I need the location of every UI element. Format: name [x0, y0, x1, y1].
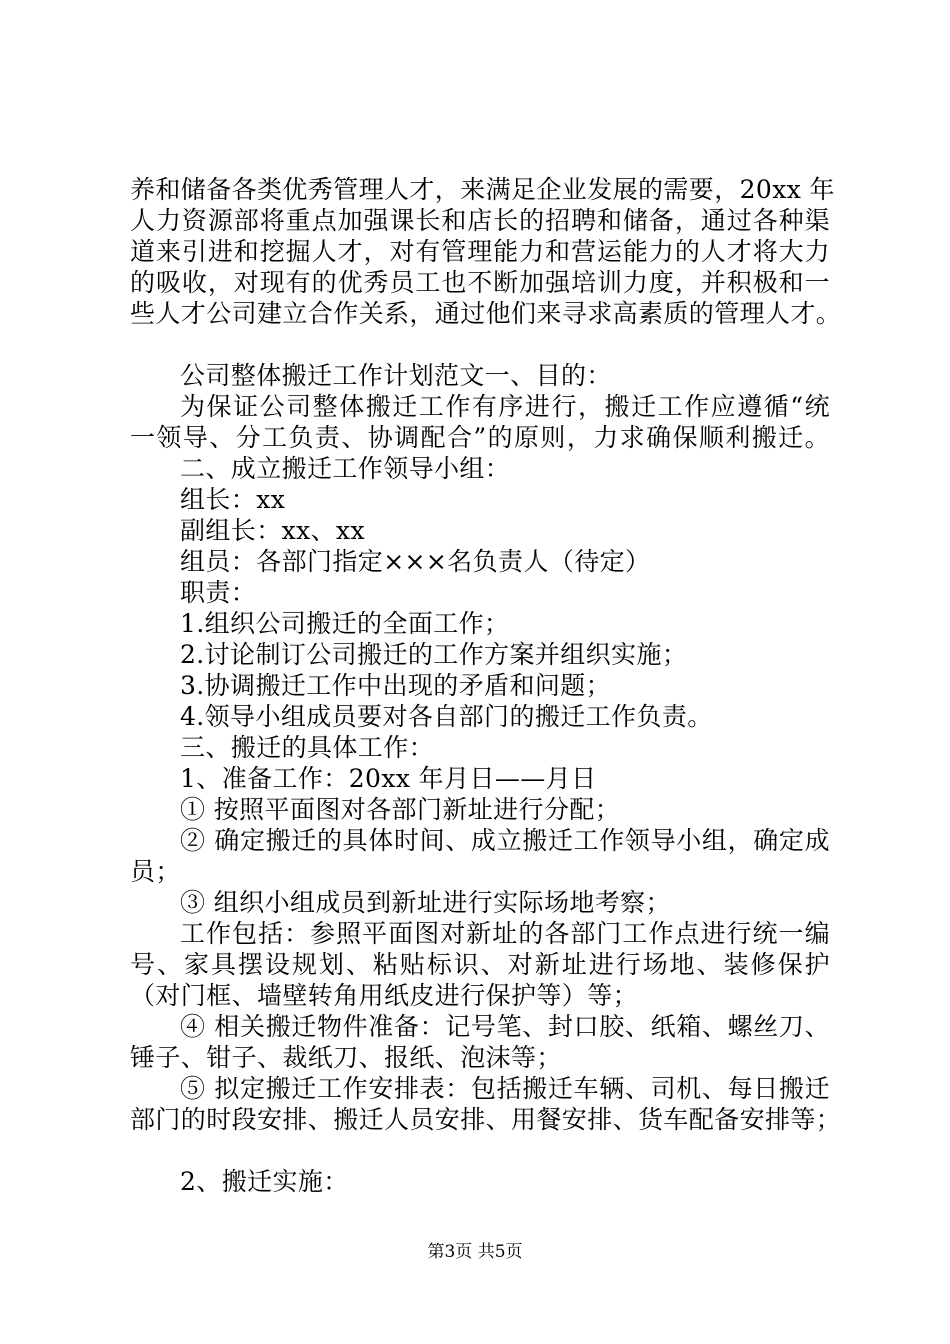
paragraph-line: 的吸收，对现有的优秀员工也不断加强培训力度，并积极和一 [130, 268, 830, 297]
duties-heading: 职责： [180, 578, 257, 607]
leader-line: 组长：xx [180, 485, 286, 514]
paragraph-line: 养和储备各类优秀管理人才，来满足企业发展的需要，20xx 年 [130, 175, 835, 204]
paragraph-line: 人力资源部将重点加强课长和店长的招聘和储备，通过各种渠 [130, 206, 830, 235]
duty-item: 1.组织公司搬迁的全面工作； [180, 609, 510, 638]
prep-item: ② 确定搬迁的具体时间、成立搬迁工作领导小组，确定成 [180, 826, 830, 855]
purpose-line: 一领导、分工负责、协调配合”的原则，力求确保顺利搬迁。 [130, 423, 830, 452]
subsection-heading: 1、准备工作：20xx 年月日——月日 [180, 764, 597, 793]
duty-item: 3.协调搬迁工作中出现的矛盾和问题； [180, 671, 612, 700]
work-includes-line: 工作包括：参照平面图对新址的各部门工作点进行统一编 [180, 919, 830, 948]
paragraph-gap [130, 1135, 830, 1166]
page-footer: 第3页 共5页 [427, 1242, 523, 1262]
prep-item: ⑤ 拟定搬迁工作安排表：包括搬迁车辆、司机、每日搬迁 [180, 1074, 830, 1103]
prep-item: ① 按照平面图对各部门新址进行分配； [180, 795, 621, 824]
prep-item-continuation: 锤子、钳子、裁纸刀、报纸、泡沫等； [130, 1043, 562, 1072]
prep-item-continuation: 员； [130, 857, 181, 886]
prep-item: ④ 相关搬迁物件准备：记号笔、封口胶、纸箱、螺丝刀、 [180, 1012, 830, 1041]
document-body [130, 174, 842, 1197]
paragraph-line: 些人才公司建立合作关系，通过他们来寻求高素质的管理人才。 [130, 299, 842, 328]
paragraph-line: 道来引进和挖掘人才，对有管理能力和营运能力的人才将大力 [130, 237, 830, 266]
duty-item: 2.讨论制订公司搬迁的工作方案并组织实施； [180, 640, 688, 669]
vice-leader-line: 副组长：xx、xx [180, 516, 365, 545]
section-heading: 三、搬迁的具体工作： [180, 733, 435, 762]
purpose-line: 为保证公司整体搬迁工作有序进行，搬迁工作应遵循“统 [180, 392, 830, 421]
duty-item: 4.领导小组成员要对各自部门的搬迁工作负责。 [180, 702, 713, 731]
work-includes-line: （对门框、墙壁转角用纸皮进行保护等）等； [130, 981, 639, 1010]
prep-item: ③ 组织小组成员到新址进行实际场地考察； [180, 888, 671, 917]
document-heading: 公司整体搬迁工作计划范文一、目的： [180, 361, 612, 390]
section-heading: 二、成立搬迁工作领导小组： [180, 454, 511, 483]
paragraph-gap [130, 329, 830, 360]
prep-item-continuation: 部门的时段安排、搬迁人员安排、用餐安排、货车配备安排等； [130, 1105, 842, 1134]
subsection-heading: 2、搬迁实施： [180, 1167, 349, 1196]
work-includes-line: 号、家具摆设规划、粘贴标识、对新址进行场地、装修保护 [130, 950, 830, 979]
members-line: 组员：各部门指定×××名负责人（待定） [180, 547, 651, 576]
